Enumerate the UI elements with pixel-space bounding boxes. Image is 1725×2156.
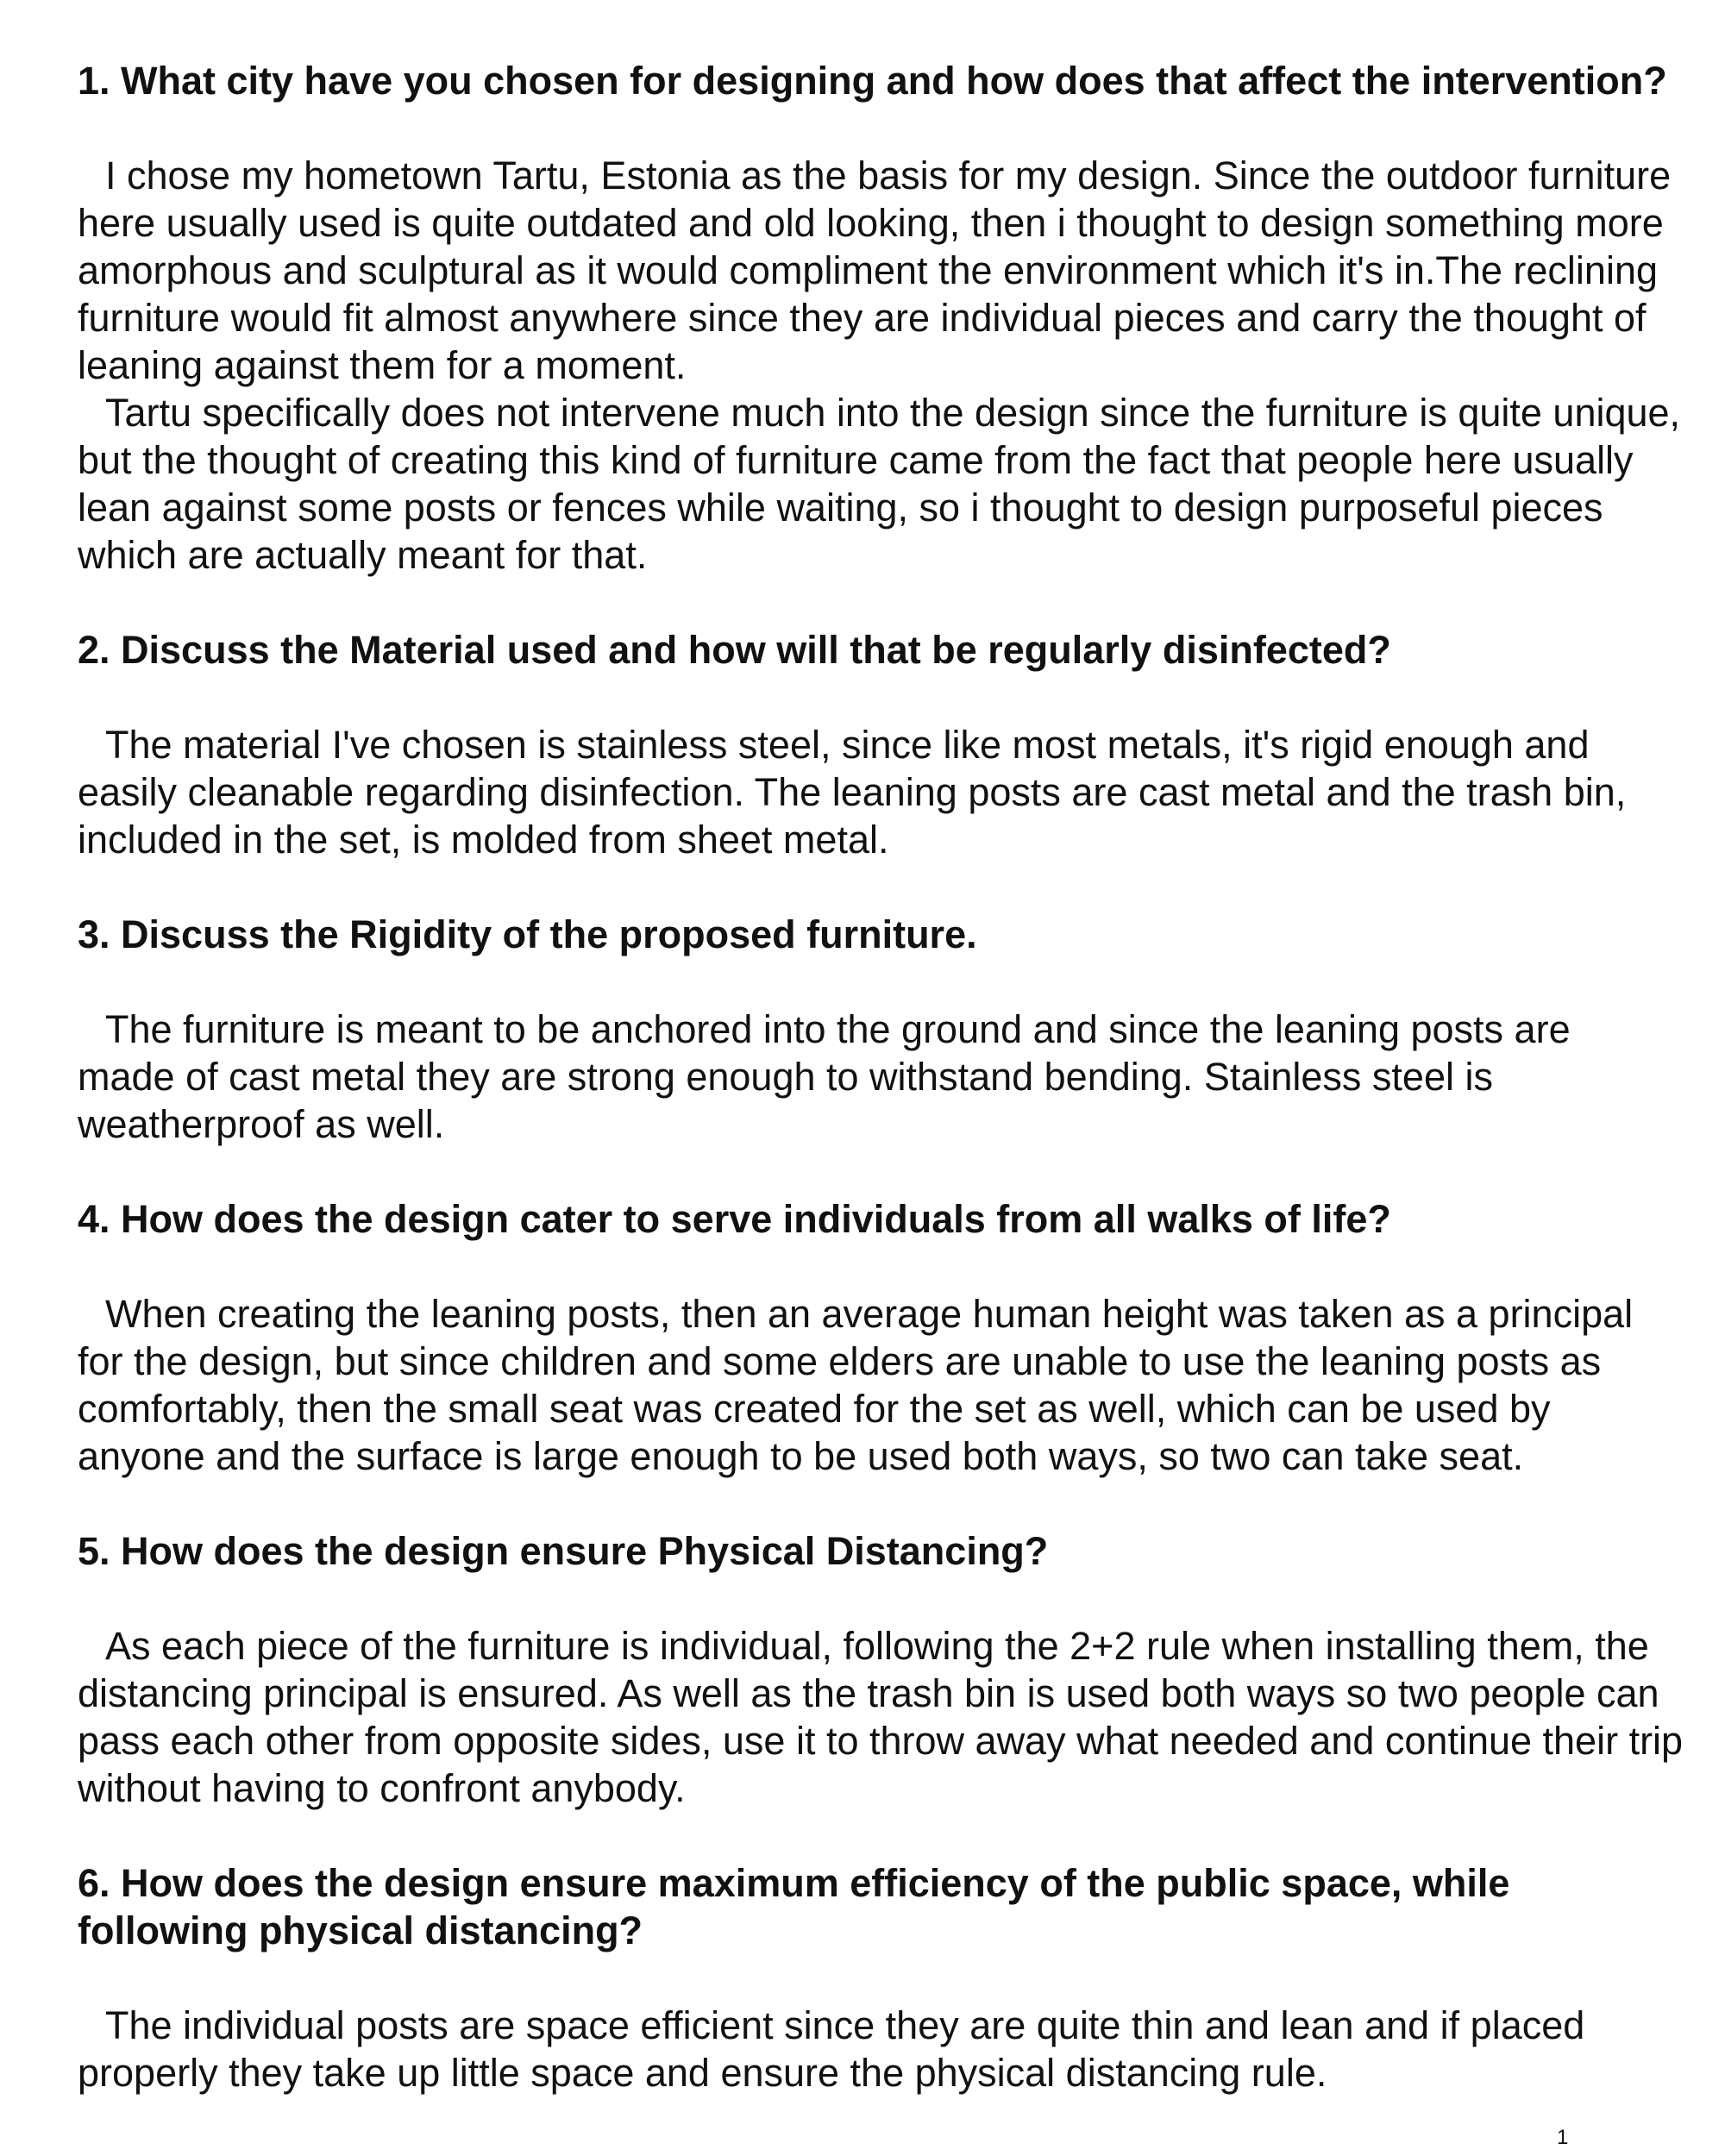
page-number: 1 (1557, 2126, 1569, 2149)
answer-3-paragraph-1: The furniture is meant to be anchored into the ground and since the leaning posts are made of cast metal they are strong enough to withstand bending. Stainless steel is weatherproof as well. (78, 1007, 1571, 1146)
answer-6-paragraph-1: The individual posts are space efficient since they are quite thin and lean and if placed properly they take up little space and ensure the physical distancing rule. (78, 2003, 1585, 2095)
answer-6 (78, 2002, 1647, 2096)
question-6-heading: 6. How does the design ensure maximum efficiency of the public space, while following physical distancing? (78, 1861, 1510, 1952)
answer-1-paragraph-1: I chose my hometown Tartu, Estonia as the basis for my design. Since the outdoor furniture here usually used is quite outdated and old looking, then i thought to design something more amorphous and sculptural as it would compliment the environment which it's in.The reclining furniture would fit almost anywhere since they are individual pieces and carry the thought of leaning against them for a moment. (78, 154, 1672, 387)
answer-2-paragraph-1: The material I've chosen is stainless steel, since like most metals, it's rigid enough and easily cleanable regarding disinfection. The leaning posts are cast metal and the trash bin, included in the set, is molded from sheet metal. (78, 723, 1627, 862)
answer-5 (78, 1622, 1690, 1812)
answer-1-paragraph-2: Tartu specifically does not intervene much into the design since the furniture is quite unique, but the thought of creating this kind of furniture came from the fact that people here usually lean against some posts or fences while waiting, so i thought to design purposeful pieces which are actually meant for that. (78, 391, 1681, 577)
question-1-heading: 1. What city have you chosen for designing and how does that affect the intervention? (78, 59, 1667, 103)
answer-4-paragraph-1: When creating the leaning posts, then an average human height was taken as a principal for the design, but since children and some elders are unable to use the leaning posts as comfortably, then the small seat was created for the set as well, which can be used by anyone and the surface is large enough to be used both ways, so two can take seat. (78, 1292, 1634, 1478)
question-5-heading: 5. How does the design ensure Physical Distancing? (78, 1529, 1049, 1573)
question-3-heading: 3. Discuss the Rigidity of the proposed furniture. (78, 912, 977, 956)
answer-2 (78, 721, 1682, 863)
document-content (78, 57, 1708, 2096)
answer-4 (78, 1290, 1682, 1480)
question-4-heading: 4. How does the design cater to serve individuals from all walks of life? (78, 1197, 1391, 1241)
answer-5-paragraph-1: As each piece of the furniture is individual, following the 2+2 rule when installing them, the distancing principal is ensured. As well as the trash bin is used both ways so two people can pass each other from opposite sides, use it to throw away what needed and continue their trip without having to confront anybody. (78, 1624, 1684, 1810)
question-2-heading: 2. Discuss the Material used and how will that be regularly disinfected? (78, 628, 1391, 672)
answer-3 (78, 1006, 1613, 1148)
answer-1 (78, 152, 1699, 579)
